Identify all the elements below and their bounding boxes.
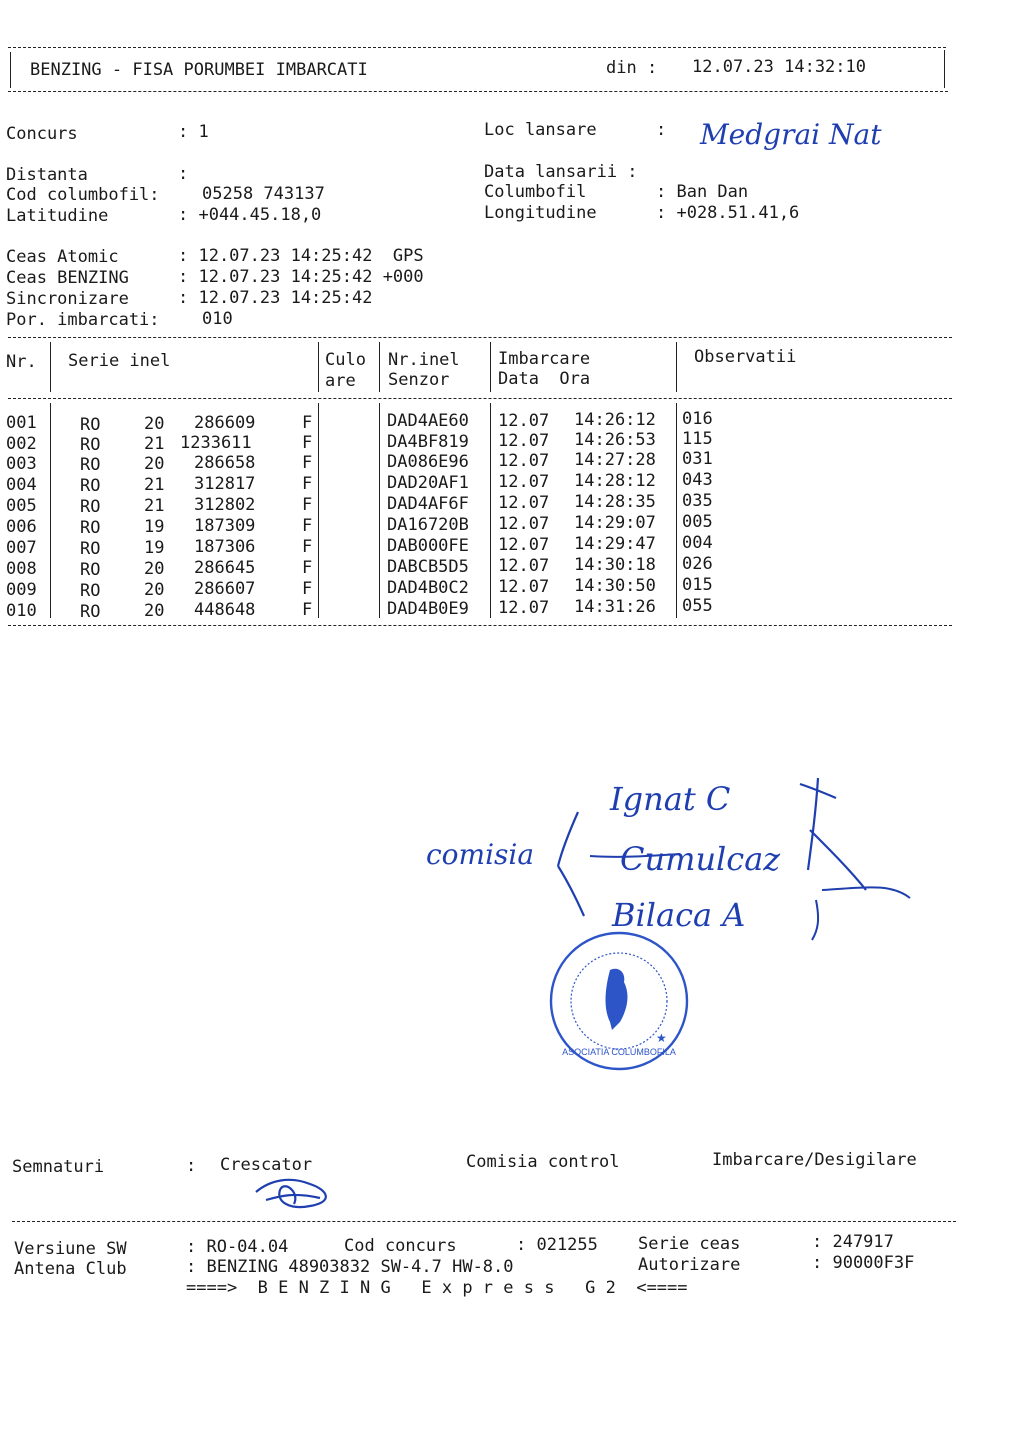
cell-sex: F bbox=[302, 537, 313, 557]
cell-nr: 008 bbox=[6, 559, 37, 579]
table-row bbox=[0, 596, 1000, 622]
columbofil-label: Columbofil bbox=[484, 182, 587, 202]
sincronizare-label: Sincronizare bbox=[6, 289, 129, 309]
cell-nr: 010 bbox=[6, 601, 37, 621]
porumbei-imbarcati-value: 010 bbox=[202, 309, 233, 329]
cell-senzor: DAD4AE60 bbox=[387, 411, 469, 431]
cell-nr: 006 bbox=[6, 517, 37, 537]
semnaturi-label: Semnaturi bbox=[12, 1157, 105, 1177]
loc-lansare-sep: : bbox=[656, 120, 667, 140]
stamp-star-icon: ★ bbox=[656, 1031, 667, 1045]
cell-an: 21 bbox=[144, 475, 165, 495]
cod-concurs-label: Cod concurs bbox=[344, 1236, 457, 1256]
association-stamp bbox=[548, 930, 690, 1072]
cell-nr: 003 bbox=[6, 454, 37, 474]
cell-ora: 14:28:12 bbox=[574, 471, 656, 491]
cell-obs: 004 bbox=[682, 533, 713, 553]
cell-nr: 004 bbox=[6, 475, 37, 495]
cell-sex: F bbox=[302, 579, 313, 599]
crescator-label: Crescator bbox=[220, 1155, 313, 1175]
cell-ora: 14:30:50 bbox=[574, 576, 656, 596]
cell-nr: 005 bbox=[6, 496, 37, 516]
cell-tara: RO bbox=[80, 560, 101, 580]
cell-inel: 286607 bbox=[194, 579, 256, 599]
table-row bbox=[0, 470, 1000, 496]
cell-ora: 14:31:26 bbox=[574, 597, 656, 617]
cell-ora: 14:26:12 bbox=[574, 410, 656, 430]
cell-obs: 035 bbox=[682, 491, 713, 511]
serie-ceas-label: Serie ceas bbox=[638, 1234, 741, 1254]
cell-tara: RO bbox=[80, 455, 101, 475]
header-bottom-rule bbox=[8, 91, 948, 92]
col-header-nrinel-1: Nr.inel bbox=[388, 350, 460, 370]
cell-ora: 14:26:53 bbox=[574, 430, 656, 450]
distanta-label: Distanta bbox=[6, 165, 88, 185]
cell-an: 20 bbox=[144, 580, 165, 600]
document-title: BENZING - FISA PORUMBEI IMBARCATI bbox=[30, 60, 368, 80]
ceas-atomic-label: Ceas Atomic bbox=[6, 247, 119, 267]
cell-tara: RO bbox=[80, 415, 101, 435]
cell-an: 20 bbox=[144, 601, 165, 621]
table-col-sep-3 bbox=[379, 342, 380, 392]
cod-concurs-value: : 021255 bbox=[516, 1235, 598, 1255]
handwritten-name-2: Cumulcaz bbox=[620, 840, 781, 878]
longitudine-label: Longitudine bbox=[484, 203, 597, 223]
cell-sex: F bbox=[302, 413, 313, 433]
header-left-bar bbox=[10, 52, 11, 88]
crescator-signature bbox=[250, 1170, 340, 1214]
columbofil-value: : Ban Dan bbox=[656, 182, 749, 202]
cell-tara: RO bbox=[80, 539, 101, 559]
cell-data: 12.07 bbox=[498, 514, 550, 534]
cell-inel: 312817 bbox=[194, 474, 256, 494]
table-row bbox=[0, 491, 1000, 517]
autorizare-label: Autorizare bbox=[638, 1255, 741, 1275]
versiune-sw-label: Versiune SW bbox=[14, 1239, 127, 1259]
col-header-culoare-1: Culo bbox=[325, 350, 366, 370]
concurs-value: : 1 bbox=[178, 122, 209, 142]
cell-ora: 14:27:28 bbox=[574, 450, 656, 470]
stamp-text: ASOCIATIA COLUMBOFILA bbox=[562, 1047, 676, 1057]
cell-inel: 448648 bbox=[194, 600, 256, 620]
ceas-benzing-value: : 12.07.23 14:25:42 +000 bbox=[178, 267, 424, 287]
longitudine-value: : +028.51.41,6 bbox=[656, 203, 800, 223]
cell-tara: RO bbox=[80, 581, 101, 601]
cell-data: 12.07 bbox=[498, 472, 550, 492]
sincronizare-value: : 12.07.23 14:25:42 bbox=[178, 288, 373, 308]
cell-sex: F bbox=[302, 600, 313, 620]
cell-senzor: DABCB5D5 bbox=[387, 557, 469, 577]
cell-senzor: DAB000FE bbox=[387, 536, 469, 556]
cell-data: 12.07 bbox=[498, 577, 550, 597]
cell-senzor: DA16720B bbox=[387, 515, 469, 535]
versiune-sw-value: : RO-04.04 bbox=[186, 1237, 289, 1257]
table-row bbox=[0, 533, 1000, 559]
table-row bbox=[0, 575, 1000, 601]
cell-tara: RO bbox=[80, 602, 101, 622]
header-right-bar bbox=[944, 50, 945, 88]
cell-inel: 187309 bbox=[194, 516, 256, 536]
cell-inel: 312802 bbox=[194, 495, 256, 515]
cell-tara: RO bbox=[80, 497, 101, 517]
porumbei-imbarcati-label: Por. imbarcati: bbox=[6, 310, 160, 330]
table-top-rule bbox=[8, 337, 952, 338]
cod-columbofil-label: Cod columbofil: bbox=[6, 185, 160, 205]
latitudine-label: Latitudine bbox=[6, 206, 109, 226]
table-col-sep-1 bbox=[50, 342, 51, 392]
cell-obs: 016 bbox=[682, 409, 713, 429]
cell-ora: 14:30:18 bbox=[574, 555, 656, 575]
ceas-benzing-label: Ceas BENZING bbox=[6, 268, 129, 288]
serie-ceas-value: : 247917 bbox=[812, 1232, 894, 1252]
cell-data: 12.07 bbox=[498, 411, 550, 431]
cell-senzor: DA086E96 bbox=[387, 452, 469, 472]
cell-an: 21 bbox=[144, 434, 165, 454]
antena-club-value: : BENZING 48903832 SW-4.7 HW-8.0 bbox=[186, 1257, 514, 1277]
cell-senzor: DA4BF819 bbox=[387, 432, 469, 452]
table-col-sep-5 bbox=[676, 342, 677, 392]
col-header-imbarcare-1: Imbarcare bbox=[498, 349, 591, 369]
cod-columbofil-value: 05258 743137 bbox=[202, 184, 325, 204]
comisia-control-label: Comisia control bbox=[466, 1152, 620, 1172]
cell-senzor: DAD20AF1 bbox=[387, 473, 469, 493]
cell-nr: 007 bbox=[6, 538, 37, 558]
cell-sex: F bbox=[302, 453, 313, 473]
cell-an: 19 bbox=[144, 517, 165, 537]
distanta-value: : bbox=[178, 164, 189, 184]
cell-sex: F bbox=[302, 495, 313, 515]
cell-sex: F bbox=[302, 474, 313, 494]
cell-tara: RO bbox=[80, 435, 101, 455]
table-col-sep-2 bbox=[318, 342, 319, 392]
cell-nr: 001 bbox=[6, 413, 37, 433]
concurs-label: Concurs bbox=[6, 124, 78, 144]
cell-ora: 14:29:07 bbox=[574, 513, 656, 533]
table-bottom-rule bbox=[8, 625, 952, 626]
cell-inel: 1233611 bbox=[180, 433, 252, 453]
semnaturi-sep: : bbox=[186, 1156, 197, 1176]
cell-sex: F bbox=[302, 516, 313, 536]
col-header-nrinel-2: Senzor bbox=[388, 370, 450, 390]
benzing-banner: ====> B E N Z I N G E x p r e s s G 2 <==== bbox=[186, 1278, 688, 1298]
table-col-sep-4 bbox=[490, 342, 491, 392]
cell-data: 12.07 bbox=[498, 451, 550, 471]
table-row bbox=[0, 429, 1000, 455]
cell-obs: 005 bbox=[682, 512, 713, 532]
cell-inel: 286645 bbox=[194, 558, 256, 578]
col-header-observatii: Observatii bbox=[694, 347, 797, 367]
handwritten-name-3: Bilaca A bbox=[612, 896, 746, 934]
autorizare-value: : 90000F3F bbox=[812, 1253, 915, 1273]
imbarcare-desigilare-label: Imbarcare/Desigilare bbox=[712, 1150, 917, 1170]
data-lansarii-label: Data lansarii : bbox=[484, 162, 638, 182]
col-header-imbarcare-2: Data Ora bbox=[498, 369, 591, 389]
cell-data: 12.07 bbox=[498, 493, 550, 513]
col-header-culoare-2: are bbox=[325, 371, 356, 391]
col-header-nr: Nr. bbox=[6, 352, 37, 372]
header-din-label: din : bbox=[606, 58, 658, 78]
cell-inel: 187306 bbox=[194, 537, 256, 557]
loc-lansare-label: Loc lansare bbox=[484, 120, 597, 140]
table-row bbox=[0, 554, 1000, 580]
cell-senzor: DAD4B0C2 bbox=[387, 578, 469, 598]
cell-obs: 043 bbox=[682, 470, 713, 490]
table-row bbox=[0, 409, 1000, 435]
footer-rule bbox=[12, 1221, 956, 1222]
col-header-serie: Serie inel bbox=[68, 351, 171, 371]
cell-ora: 14:28:35 bbox=[574, 492, 656, 512]
ceas-atomic-value: : 12.07.23 14:25:42 GPS bbox=[178, 246, 424, 266]
cell-nr: 002 bbox=[6, 434, 37, 454]
cell-an: 19 bbox=[144, 538, 165, 558]
cell-senzor: DAD4B0E9 bbox=[387, 599, 469, 619]
cell-ora: 14:29:47 bbox=[574, 534, 656, 554]
cell-data: 12.07 bbox=[498, 431, 550, 451]
cell-data: 12.07 bbox=[498, 556, 550, 576]
cell-sex: F bbox=[302, 433, 313, 453]
cell-an: 20 bbox=[144, 414, 165, 434]
table-row bbox=[0, 512, 1000, 538]
handwritten-comisia: comisia bbox=[426, 838, 535, 871]
cell-nr: 009 bbox=[6, 580, 37, 600]
header-top-rule bbox=[8, 47, 946, 48]
cell-inel: 286658 bbox=[194, 453, 256, 473]
antena-club-label: Antena Club bbox=[14, 1259, 127, 1279]
cell-inel: 286609 bbox=[194, 413, 256, 433]
cell-obs: 115 bbox=[682, 429, 713, 449]
cell-senzor: DAD4AF6F bbox=[387, 494, 469, 514]
cell-obs: 015 bbox=[682, 575, 713, 595]
cell-an: 20 bbox=[144, 559, 165, 579]
cell-an: 21 bbox=[144, 496, 165, 516]
cell-sex: F bbox=[302, 558, 313, 578]
cell-data: 12.07 bbox=[498, 598, 550, 618]
header-din-value: 12.07.23 14:32:10 bbox=[692, 57, 866, 77]
loc-lansare-handwritten: Medgrai Nat bbox=[700, 118, 882, 151]
table-header-rule bbox=[8, 398, 952, 399]
cell-obs: 055 bbox=[682, 596, 713, 616]
cell-data: 12.07 bbox=[498, 535, 550, 555]
handwritten-name-1: Ignat C bbox=[610, 780, 731, 818]
cell-obs: 026 bbox=[682, 554, 713, 574]
cell-an: 20 bbox=[144, 454, 165, 474]
latitudine-value: : +044.45.18,0 bbox=[178, 205, 322, 225]
cell-tara: RO bbox=[80, 476, 101, 496]
cell-obs: 031 bbox=[682, 449, 713, 469]
cell-tara: RO bbox=[80, 518, 101, 538]
table-row bbox=[0, 449, 1000, 475]
